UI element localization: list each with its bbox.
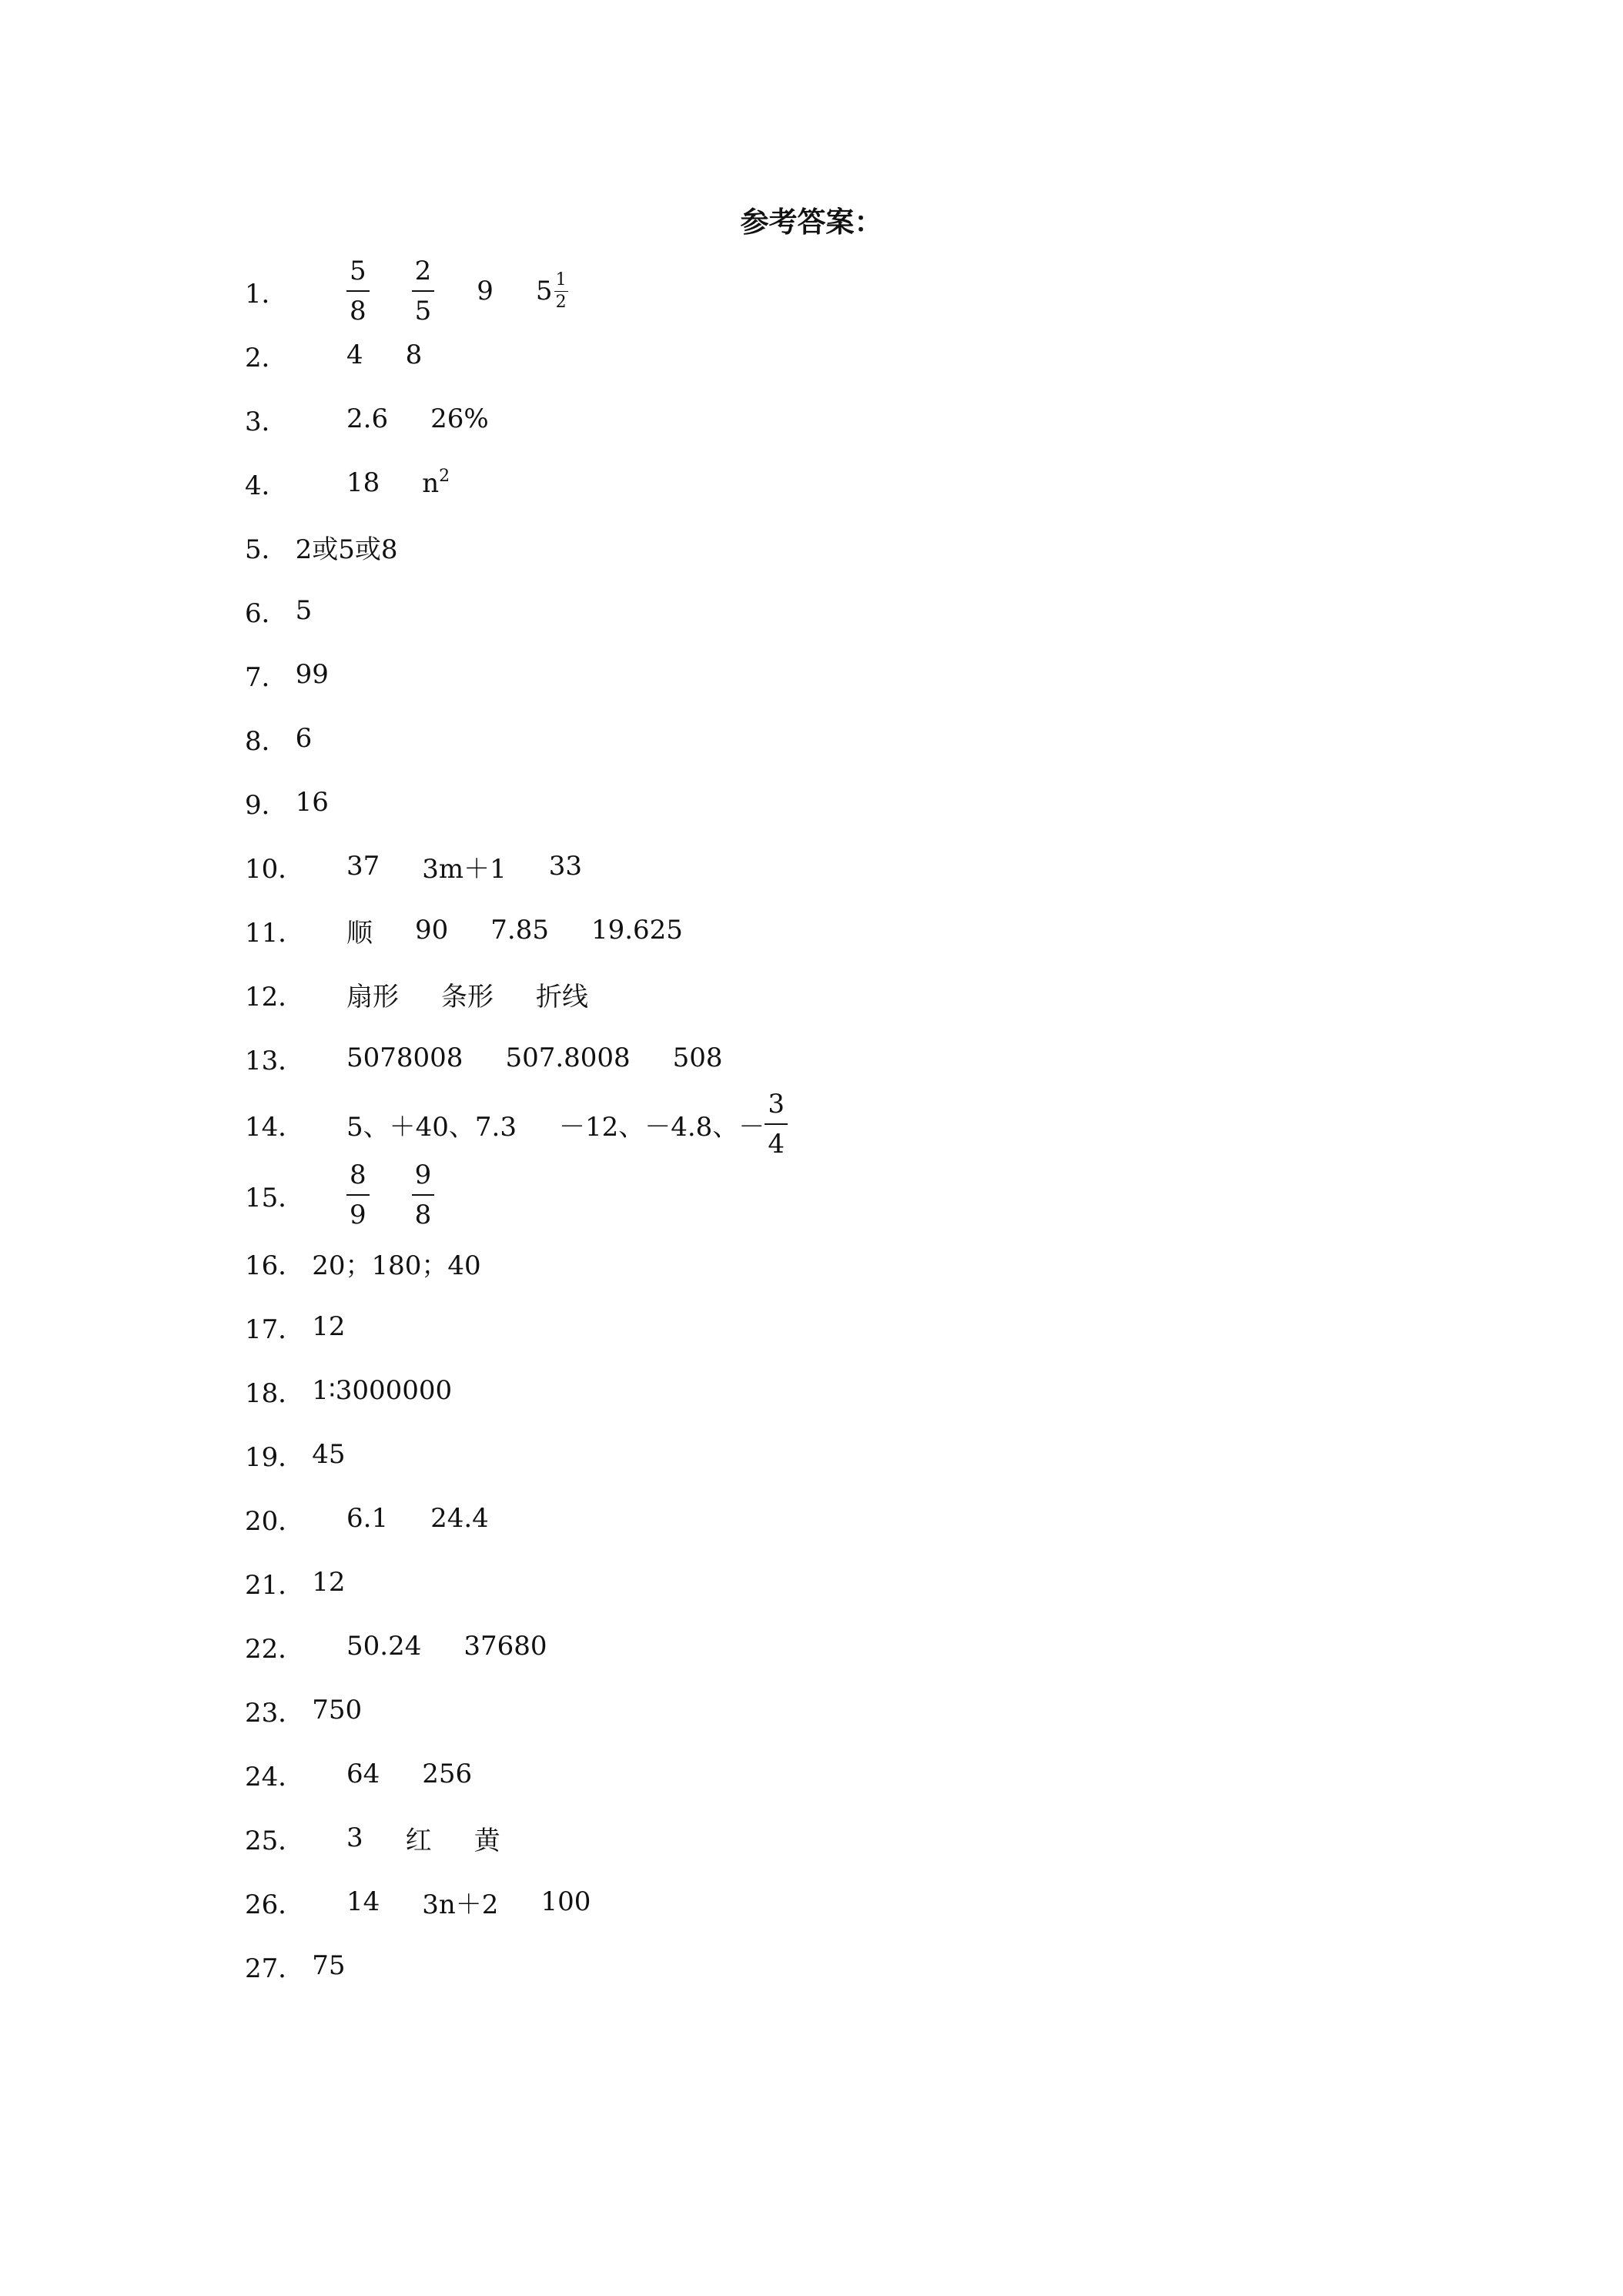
page-title: 参考答案： [740,206,883,239]
answer-value: 45 [312,1439,346,1470]
question-number: 18． [245,1377,305,1409]
question-number: 7． [245,661,288,693]
mixed-number: 5 $\frac{1}{2}$ [535,269,567,312]
question-number: 21． [245,1569,305,1601]
answer-value: 6 [295,723,313,754]
answer-value: 26% [430,403,489,434]
question-number: 12． [245,981,305,1012]
question-number: 15． [245,1182,305,1213]
answer-row-5 [245,524,398,570]
question-number: 24． [245,1761,305,1792]
answer-row-19 [245,1431,346,1478]
question-number: 11． [245,917,305,949]
answer-value: 750 [312,1695,363,1725]
answer-value: 黄 [474,1825,500,1856]
answer-value: $n^2$ [422,467,450,499]
answer-row-27 [245,1943,346,1989]
answer-row-18 [245,1367,452,1414]
answer-row-23 [245,1687,362,1733]
answer-row-17 [245,1304,346,1350]
answer-value: 33 [548,851,583,882]
answer-value: 18 [346,467,380,498]
answer-value: 7.85 [490,915,549,946]
question-number: 26． [245,1889,305,1920]
answer-value: 256 [422,1759,473,1789]
answer-value: 顺 [346,917,373,949]
question-number: 13． [245,1045,305,1076]
answer-row-15 [245,1160,477,1230]
answer-row-25 [245,1815,500,1861]
question-number: 6． [245,597,288,629]
answer-value: 16 [295,787,329,818]
fraction: $\frac{2}{5}$ [412,258,435,324]
answer-row-20 [245,1495,489,1541]
answer-value: 508 [672,1043,723,1073]
answer-value: 5 [295,595,313,626]
answer-value: 扇形 [346,981,399,1012]
answer-value: 24.4 [430,1503,489,1534]
answer-row-9 [245,779,329,825]
answer-value: 90 [415,915,449,946]
answer-value: 14 [346,1886,380,1917]
answer-row-8 [245,715,312,761]
answer-value: 19.625 [591,915,683,946]
question-number: 17． [245,1314,305,1345]
answer-row-13 [245,1035,723,1081]
question-number: 19． [245,1441,305,1473]
question-number: 10． [245,853,305,885]
answer-value: －12、－4.8、－ [558,1111,765,1143]
answer-row-7 [245,651,329,698]
answer-value: 12 [312,1311,346,1342]
answer-row-24 [245,1751,472,1797]
question-number: 16． [245,1250,305,1281]
answer-value: 6.1 [346,1503,389,1534]
answer-value: 37 [346,851,380,882]
question-number: 25． [245,1825,305,1856]
answer-row-3 [245,396,489,442]
answer-value: 50.24 [346,1631,422,1662]
answer-value: 8 [405,340,423,370]
answer-row-22 [245,1623,547,1669]
question-number: 2． [245,342,288,373]
answer-value: 9 [477,276,494,306]
answer-row-21 [245,1559,346,1605]
answer-value: 507.8008 [505,1043,631,1073]
fraction: $\frac{8}{9}$ [346,1162,370,1228]
answer-value: 2或5或8 [295,534,398,565]
question-number: 4． [245,470,288,501]
question-number: 20． [245,1505,305,1537]
answer-value: 2.6 [346,403,389,434]
fraction: $\frac{5}{8}$ [346,258,370,324]
answer-value: 3n＋2 [422,1889,499,1920]
fraction: $\frac{3}{4}$ [765,1091,788,1157]
question-number: 3． [245,406,288,437]
answer-value: 12 [312,1567,346,1598]
question-number: 5． [245,534,288,565]
question-number: 8． [245,725,288,757]
answer-value: 3 [346,1822,363,1853]
answer-row-10 [245,843,582,889]
answer-value: 1∶3000000 [312,1375,453,1406]
answer-row-16 [245,1240,481,1286]
answer-value: 条形 [441,981,494,1012]
answer-row-4 [245,460,450,506]
question-number: 23． [245,1697,305,1729]
question-number: 1． [245,278,288,310]
answer-row-11 [245,907,683,953]
answer-value: 99 [295,659,329,690]
fraction: $\frac{9}{8}$ [412,1162,435,1228]
answer-row-26 [245,1879,591,1925]
answer-value: 红 [405,1825,432,1856]
question-number: 9． [245,789,288,821]
answer-row-6 [245,587,312,634]
answer-value: 20；180；40 [312,1250,481,1281]
answer-row-1 [245,256,611,326]
answer-value: 64 [346,1759,380,1789]
question-number: 22． [245,1633,305,1665]
answer-value: 5078008 [346,1043,463,1073]
answer-value: 37680 [463,1631,547,1662]
answer-value: 5、＋40、7.3 [346,1111,517,1143]
answer-value: 3m＋1 [422,853,507,885]
answer-value: 100 [540,1886,591,1917]
answer-row-12 [245,971,588,1017]
answer-value: 4 [346,340,363,370]
answer-row-14 [245,1089,788,1160]
question-number: 14． [245,1111,305,1143]
question-number: 27． [245,1953,305,1984]
answer-row-2 [245,332,422,378]
answer-value: 75 [312,1950,346,1981]
answer-value: 折线 [536,981,588,1012]
